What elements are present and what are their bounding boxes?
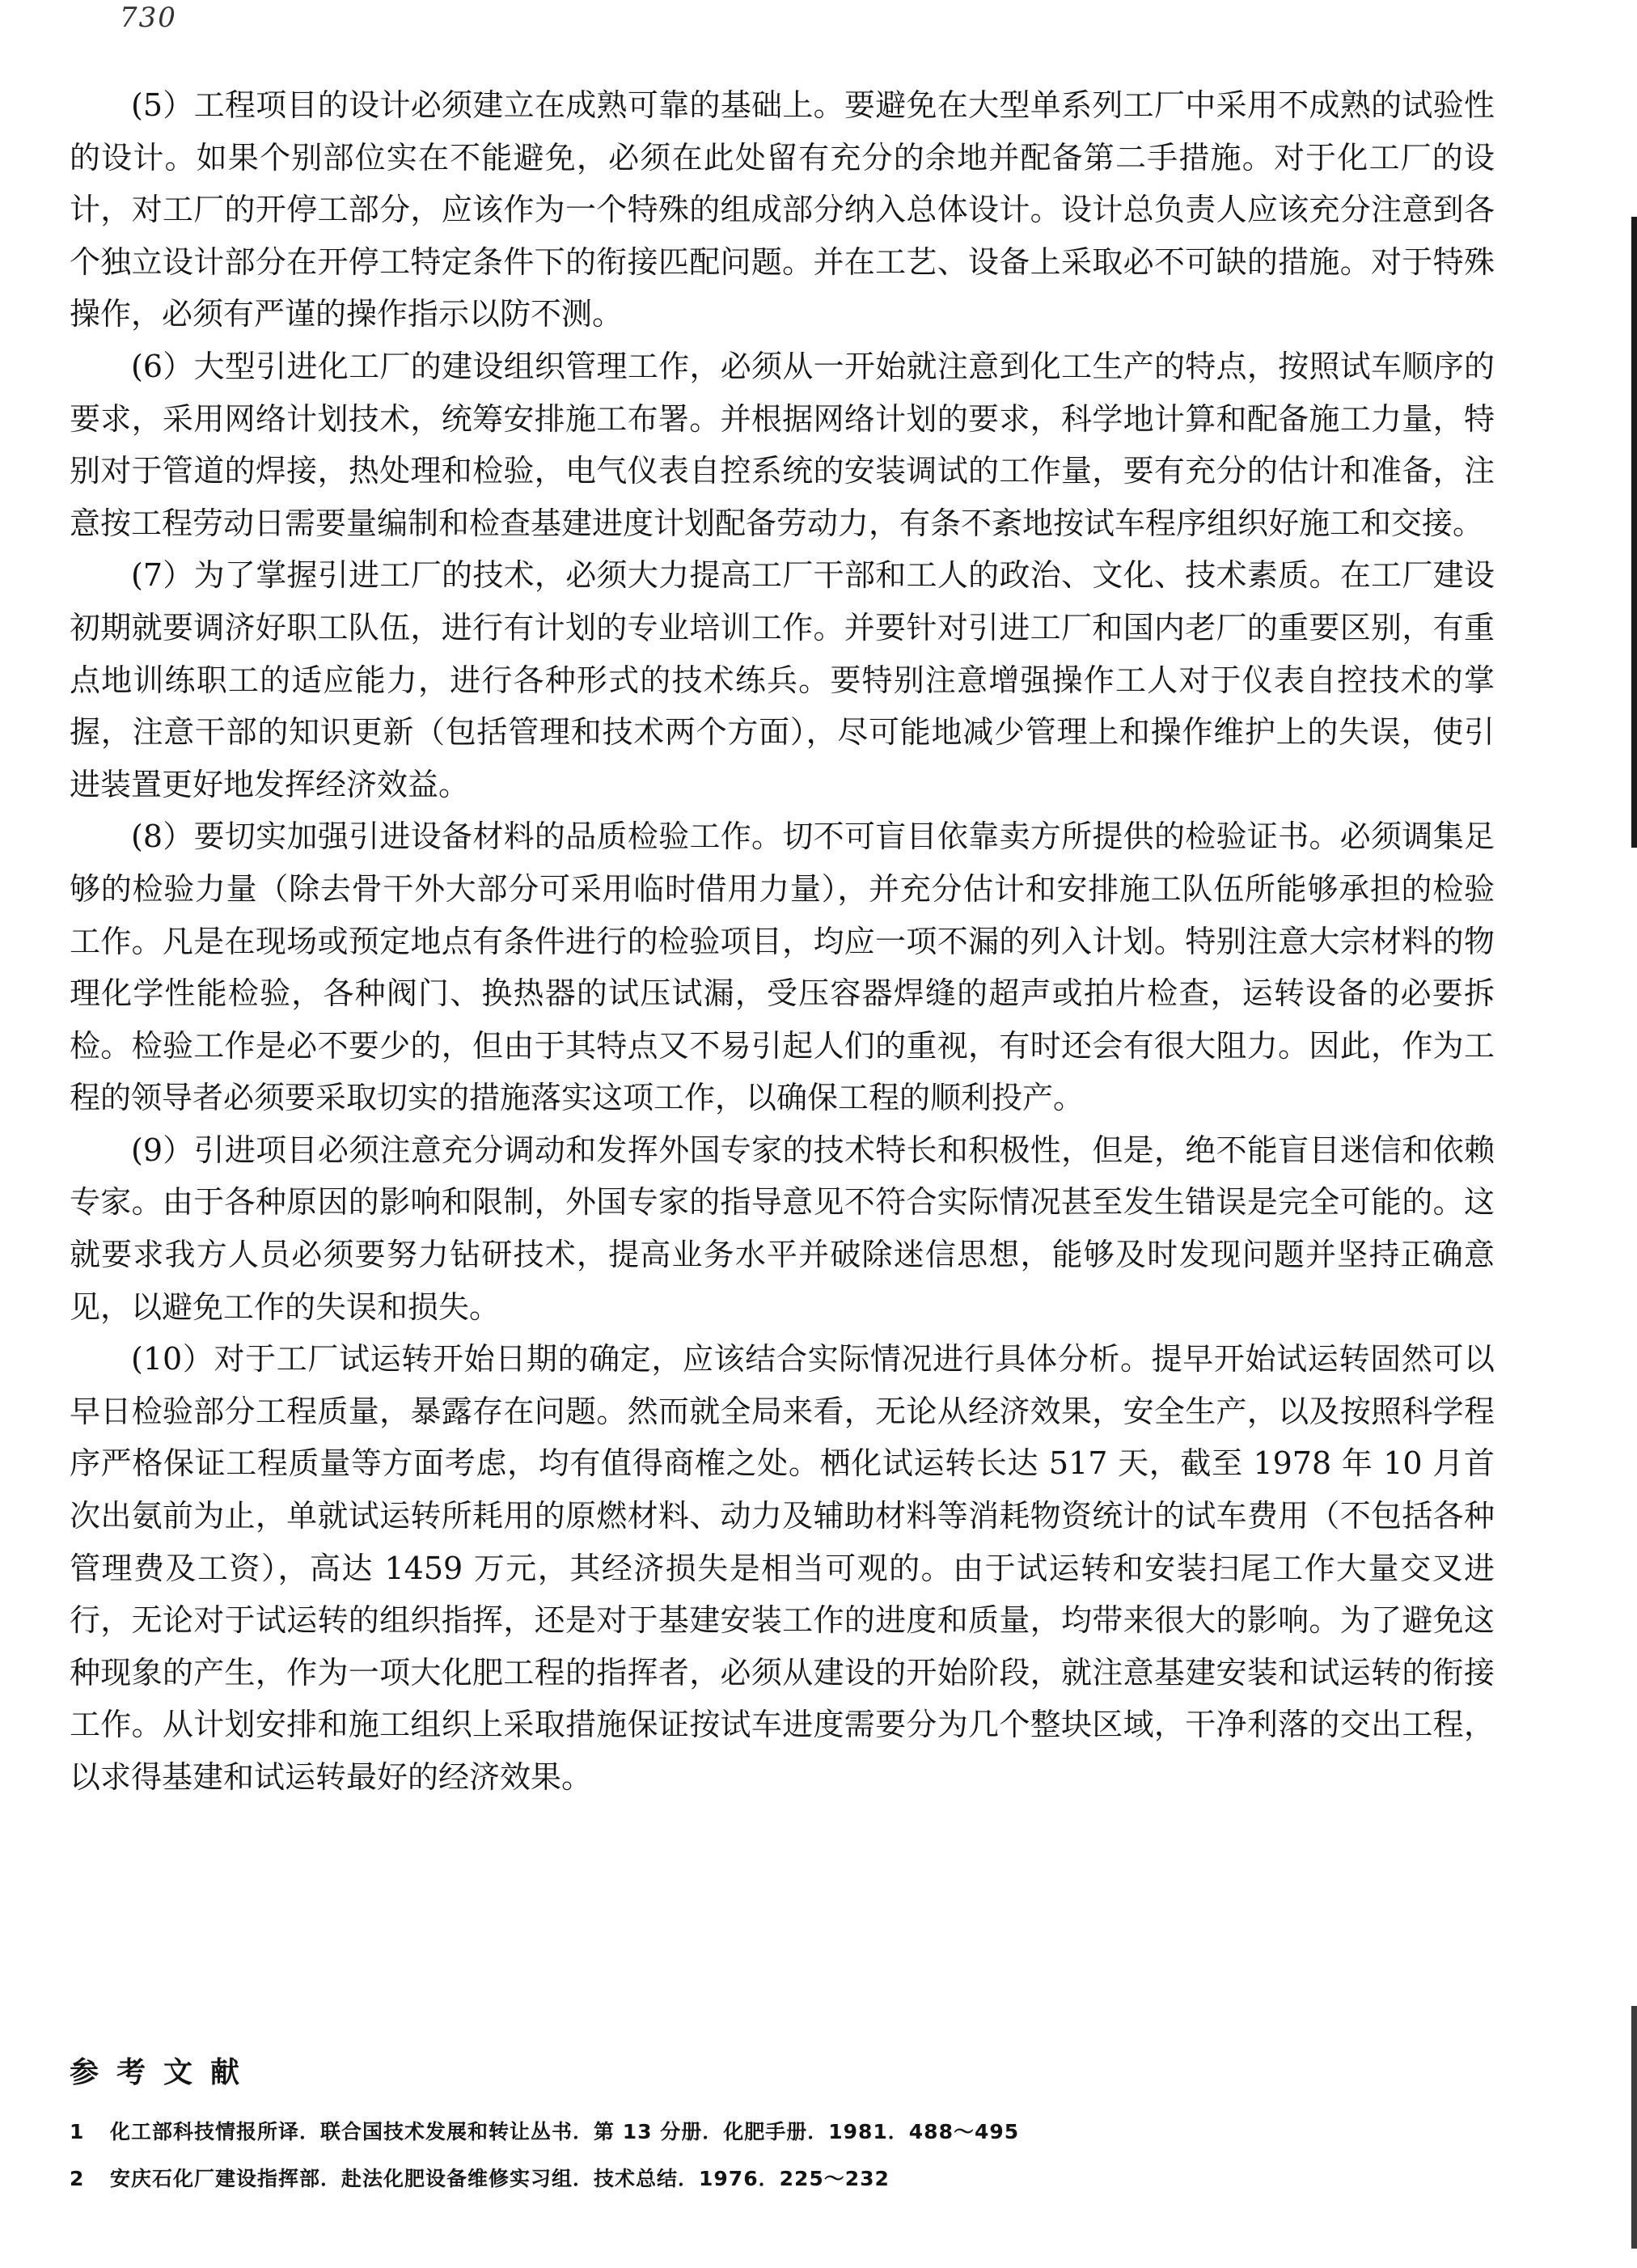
paragraph-6: (6）大型引进化工厂的建设组织管理工作，必须从一开始就注意到化工生产的特点，按照试车顺序的要求，采用网络计划技术，统筹安排施工布署。并根据网络计划的要求，科学地计算和配备施工力量，特别对于管道的焊接，热处理和检验，电气仪表自控系统的安装调试的工作量，要有充分的估计和准备，注意按工程劳动日需要量编制和检查基建进度计划配备劳动力，有条不紊地按试车程序组织好施工和交接。	[70, 348, 1495, 541]
body-text	[70, 79, 1495, 1804]
paragraph-7: (7）为了掌握引进工厂的技术，必须大力提高工厂干部和工人的政治、文化、技术素质。在工厂建设初期就要调济好职工队伍，进行有计划的专业培训工作。并要针对引进工厂和国内老厂的重要区别，有重点地训练职工的适应能力，进行各种形式的技术练兵。要特别注意增强操作工人对于仪表自控技术的掌握，注意干部的知识更新（包括管理和技术两个方面），尽可能地减少管理上和操作维护上的失误，使引进装置更好地发挥经济效益。	[70, 557, 1495, 802]
reference-text: 化工部科技情报所译．联合国技术发展和转让丛书．第 13 分册．化肥手册．1981．488～495	[110, 2120, 1020, 2143]
reference-number: 1	[70, 2120, 85, 2143]
paragraph-5: (5）工程项目的设计必须建立在成熟可靠的基础上。要避免在大型单系列工厂中采用不成熟的试验性的设计。如果个别部位实在不能避免，必须在此处留有充分的余地并配备第二手措施。对于化工厂的设计，对工厂的开停工部分，应该作为一个特殊的组成部分纳入总体设计。设计总负责人应该充分注意到各个独立设计部分在开停工特定条件下的衔接匹配问题。并在工艺、设备上采取必不可缺的措施。对于特殊操作，必须有严谨的操作指示以防不测。	[70, 87, 1495, 332]
paragraph-10: (10）对于工厂试运转开始日期的确定，应该结合实际情况进行具体分析。提早开始试运转固然可以早日检验部分工程质量，暴露存在问题。然而就全局来看，无论从经济效果，安全生产，以及按照科学程序严格保证工程质量等方面考虑，均有值得商榷之处。栖化试运转长达 517 天，截至 1978 年 10 月首次出氨前为止，单就试运转所耗用的原燃材料、动力及辅助材料等消耗物资统计的试车费用（不包括各种管理费及工资），高达 1459 万元，其经济损失是相当可观的。由于试运转和安装扫尾工作大量交叉进行，无论对于试运转的组织指挥，还是对于基建安装工作的进度和质量，均带来很大的影响。为了避免这种现象的产生，作为一项大化肥工程的指挥者，必须从建设的开始阶段，就注意基建安装和试运转的衔接工作。从计划安排和施工组织上采取措施保证按试车进度需要分为几个整块区域，干净利落的交出工程，以求得基建和试运转最好的经济效果。	[70, 1341, 1495, 1795]
reference-number: 2	[70, 2167, 85, 2190]
page-number: 730	[120, 2, 177, 34]
references-heading: 参考文献	[70, 2056, 258, 2089]
reference-item	[70, 2109, 1495, 2156]
scan-edge-mark	[1631, 217, 1637, 848]
paragraph-9: (9）引进项目必须注意充分调动和发挥外国专家的技术特长和积极性，但是，绝不能盲目迷信和依赖专家。由于各种原因的影响和限制，外国专家的指导意见不符合实际情况甚至发生错误是完全可能的。这就要求我方人员必须要努力钻研技术，提高业务水平并破除迷信思想，能够及时发现问题并坚持正确意见，以避免工作的失误和损失。	[70, 1132, 1495, 1325]
scan-edge-mark	[1631, 2006, 1637, 2249]
references-section	[70, 2050, 1495, 2202]
paragraph-8: (8）要切实加强引进设备材料的品质检验工作。切不可盲目依靠卖方所提供的检验证书。必须调集足够的检验力量（除去骨干外大部分可采用临时借用力量），并充分估计和安排施工队伍所能够承担的检验工作。凡是在现场或预定地点有条件进行的检验项目，均应一项不漏的列入计划。特别注意大宗材料的物理化学性能检验，各种阀门、换热器的试压试漏，受压容器焊缝的超声或拍片检查，运转设备的必要拆检。检验工作是必不要少的，但由于其特点又不易引起人们的重视，有时还会有很大阻力。因此，作为工程的领导者必须要采取切实的措施落实这项工作，以确保工程的顺利投产。	[70, 819, 1495, 1116]
reference-item	[70, 2156, 1495, 2202]
reference-text: 安庆石化厂建设指挥部．赴法化肥设备维修实习组．技术总结．1976．225～232	[110, 2167, 890, 2190]
